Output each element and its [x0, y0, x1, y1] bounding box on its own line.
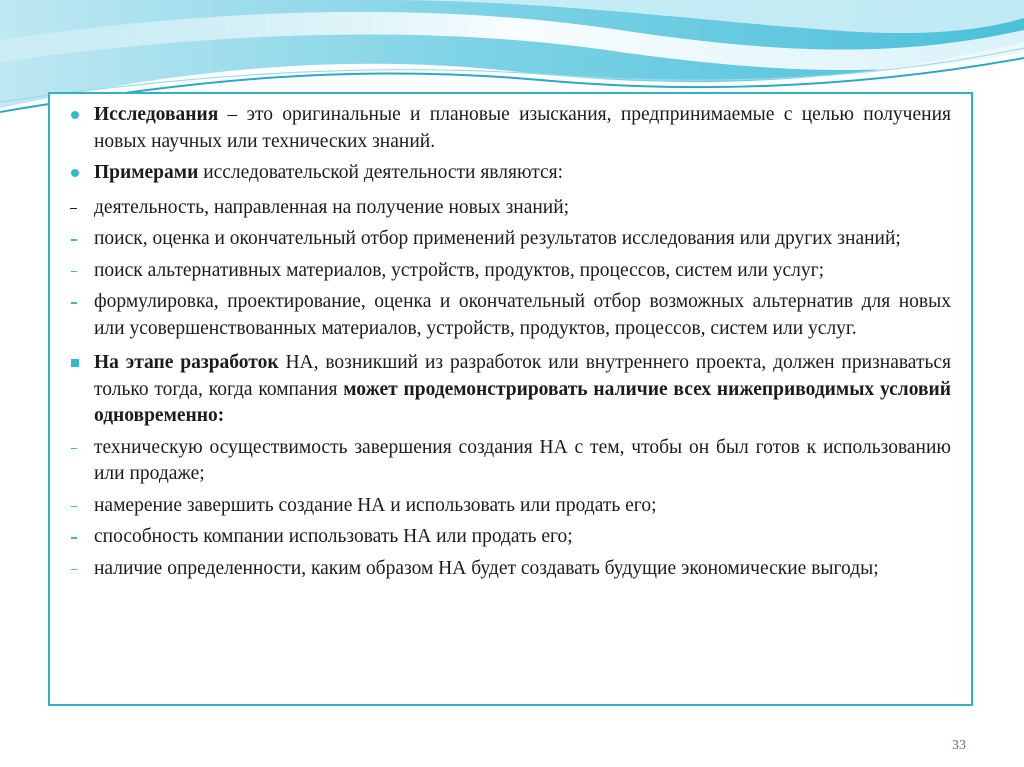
list-item — [70, 258, 951, 285]
teal-dash-icon — [70, 435, 90, 461]
teal-dash-icon — [70, 493, 90, 519]
teal-dash-icon — [70, 524, 90, 550]
text-run: наличие определенности, каким образом НА будет создавать будущие экономические выгоды; — [94, 557, 879, 579]
square-bullet-icon — [70, 350, 90, 376]
bold-text: Исследования — [94, 104, 219, 125]
bold-text: может продемонстрировать наличие всех нижеприводимых условий одновременно: — [94, 378, 951, 426]
teal-dash-icon — [70, 258, 90, 284]
black-dash-icon — [70, 195, 90, 221]
text-run: деятельность, направленная на получение новых знаний; — [94, 196, 570, 218]
list-item — [70, 350, 951, 430]
list-item — [70, 493, 951, 520]
bold-text: На этапе разработок — [94, 352, 279, 373]
list-item — [70, 195, 951, 222]
bullet-list — [70, 102, 951, 587]
text-run: – это оригинальные и плановые изыскания, предпринимаемые с целью получения новых научных или технических знаний. — [94, 104, 951, 152]
text-run: формулировка, проектирование, оценка и окончательный отбор возможных альтернатив для новых или усовершенствованных материалов, устройств, продуктов, процессов, систем или услуг. — [94, 291, 951, 339]
circle-bullet-icon — [70, 160, 90, 186]
list-item — [70, 102, 951, 155]
list-item — [70, 160, 951, 187]
teal-dash-icon — [70, 226, 90, 252]
text-run: поиск, оценка и окончательный отбор применений результатов исследования или других знаний; — [94, 228, 901, 249]
text-run: техническую осуществимость завершения создания НА с тем, чтобы он был готов к использованию или продаже; — [94, 436, 951, 484]
list-item — [70, 556, 951, 583]
list-item — [70, 289, 951, 342]
text-run: намерение завершить создание НА и использовать или продать его; — [94, 494, 657, 516]
text-run: исследовательской деятельности являются: — [198, 162, 564, 183]
text-run: НА, возникший из разработок или внутреннего проекта, должен признаваться только тогда, когда компания — [94, 352, 951, 400]
list-item — [70, 226, 951, 253]
page-number: 33 — [952, 738, 966, 753]
list-item — [70, 524, 951, 551]
content-frame — [48, 92, 973, 706]
teal-dash-icon — [70, 289, 90, 315]
teal-dash-icon — [70, 556, 90, 582]
list-item — [70, 435, 951, 488]
circle-bullet-icon — [70, 102, 90, 128]
text-run: способность компании использовать НА или продать его; — [94, 526, 573, 547]
text-run: поиск альтернативных материалов, устройств, продуктов, процессов, систем или услуг; — [94, 259, 825, 281]
bold-text: Примерами — [94, 162, 199, 183]
